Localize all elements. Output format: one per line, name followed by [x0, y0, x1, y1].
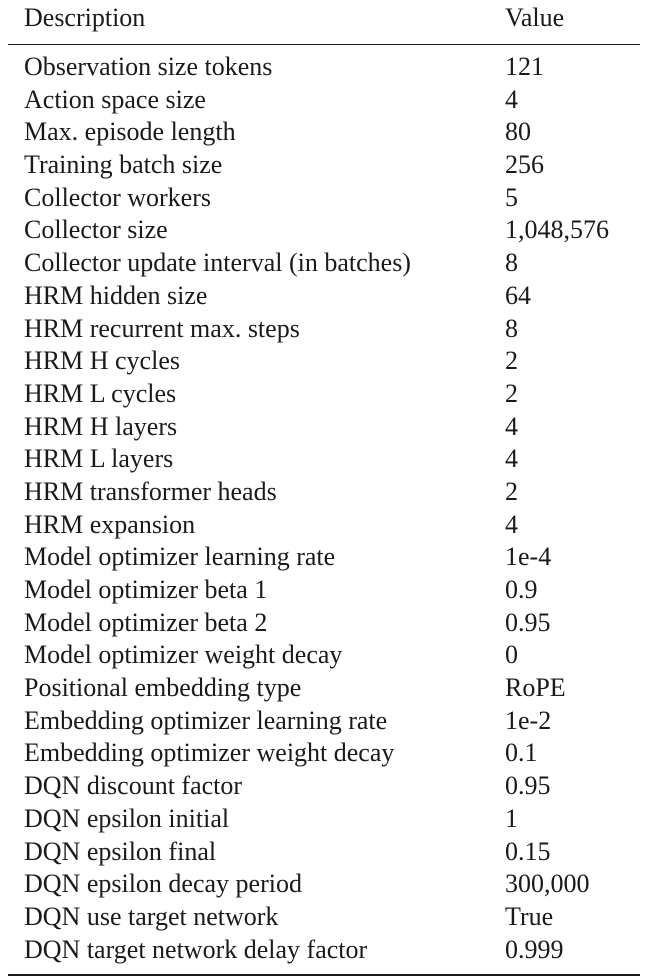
row-value: 2: [505, 476, 518, 506]
table-row: [8, 737, 640, 770]
row-value: 0.999: [505, 934, 564, 964]
row-value: 8: [505, 248, 518, 278]
table-row: [8, 280, 640, 313]
table-row: [8, 868, 640, 901]
row-description: Collector workers: [24, 182, 212, 212]
table-row: [8, 116, 640, 149]
row-value: 0.9: [505, 575, 538, 604]
row-description: Max. episode length: [24, 117, 236, 147]
table-body: [8, 51, 640, 966]
row-description: DQN epsilon final: [24, 836, 217, 866]
row-description: Model optimizer learning rate: [24, 542, 336, 572]
table-row: [8, 476, 640, 509]
row-description: HRM transformer heads: [24, 476, 277, 506]
row-description: HRM L cycles: [24, 378, 177, 408]
row-description: HRM recurrent max. steps: [24, 313, 300, 343]
row-value: 1: [505, 803, 518, 833]
row-description: DQN target network delay factor: [24, 934, 368, 964]
row-value: 8: [505, 313, 518, 343]
row-description: Model optimizer weight decay: [24, 640, 343, 670]
row-description: Model optimizer beta 1: [24, 575, 268, 604]
table-row: [8, 672, 640, 705]
row-description: HRM expansion: [24, 509, 196, 539]
row-description: DQN discount factor: [24, 771, 243, 801]
row-value: 300,000: [505, 869, 590, 899]
table-row: [8, 803, 640, 836]
row-description: Action space size: [24, 84, 206, 114]
table-row: [8, 836, 640, 869]
row-value: 5: [505, 182, 518, 212]
row-description: HRM hidden size: [24, 280, 208, 310]
row-value: 2: [505, 378, 518, 408]
row-description: Embedding optimizer weight decay: [24, 738, 395, 768]
row-description: Observation size tokens: [24, 52, 273, 81]
row-value: 0.95: [505, 771, 551, 801]
row-value: 4: [505, 444, 518, 474]
row-description: DQN epsilon decay period: [24, 869, 302, 899]
row-value: 0: [505, 640, 518, 670]
row-description: Positional embedding type: [24, 673, 302, 703]
row-description: Model optimizer beta 2: [24, 607, 268, 637]
row-value: 1,048,576: [505, 215, 609, 245]
row-description: DQN epsilon initial: [24, 803, 230, 833]
row-description: HRM H cycles: [24, 346, 180, 376]
table-row: [8, 607, 640, 640]
table-row: [8, 247, 640, 280]
row-description: Embedding optimizer learning rate: [24, 705, 388, 735]
row-value: 4: [505, 509, 518, 539]
row-value: 4: [505, 411, 518, 441]
header-rule: [8, 44, 640, 45]
row-description: DQN use target network: [24, 901, 279, 931]
row-value: 4: [505, 84, 518, 114]
row-value: 121: [505, 52, 544, 81]
table-row: [8, 934, 640, 967]
row-description: HRM H layers: [24, 411, 178, 441]
row-value: 0.1: [505, 738, 538, 768]
table-row: [8, 443, 640, 476]
row-description: Collector update interval (in batches): [24, 248, 411, 278]
table-row: [8, 182, 640, 215]
row-value: RoPE: [505, 673, 566, 703]
table-row: [8, 214, 640, 247]
row-value: 1e-2: [505, 705, 552, 735]
row-value: 256: [505, 150, 544, 180]
row-description: Collector size: [24, 215, 168, 245]
table-row: [8, 51, 640, 84]
table-row: [8, 770, 640, 803]
table-row: [8, 574, 640, 607]
table-row: [8, 411, 640, 444]
table-row: [8, 313, 640, 346]
table-row: [8, 639, 640, 672]
row-value: 0.95: [505, 607, 551, 637]
row-value: 0.15: [505, 836, 551, 866]
table-row: [8, 84, 640, 117]
table-row: [8, 541, 640, 574]
row-value: 1e-4: [505, 542, 552, 572]
table-row: [8, 705, 640, 738]
table-row: [8, 149, 640, 182]
column-header-value: Value: [505, 3, 565, 32]
row-value: 2: [505, 346, 518, 376]
table-row: [8, 345, 640, 378]
table-row: [8, 509, 640, 542]
table-row: [8, 901, 640, 934]
row-value: 64: [505, 280, 531, 310]
table-row: [8, 378, 640, 411]
row-description: Training batch size: [24, 150, 223, 180]
row-value: 80: [505, 117, 531, 147]
column-header-description: Description: [24, 3, 146, 32]
bottom-rule: [8, 974, 640, 976]
row-value: True: [505, 901, 554, 931]
row-description: HRM L layers: [24, 444, 174, 474]
